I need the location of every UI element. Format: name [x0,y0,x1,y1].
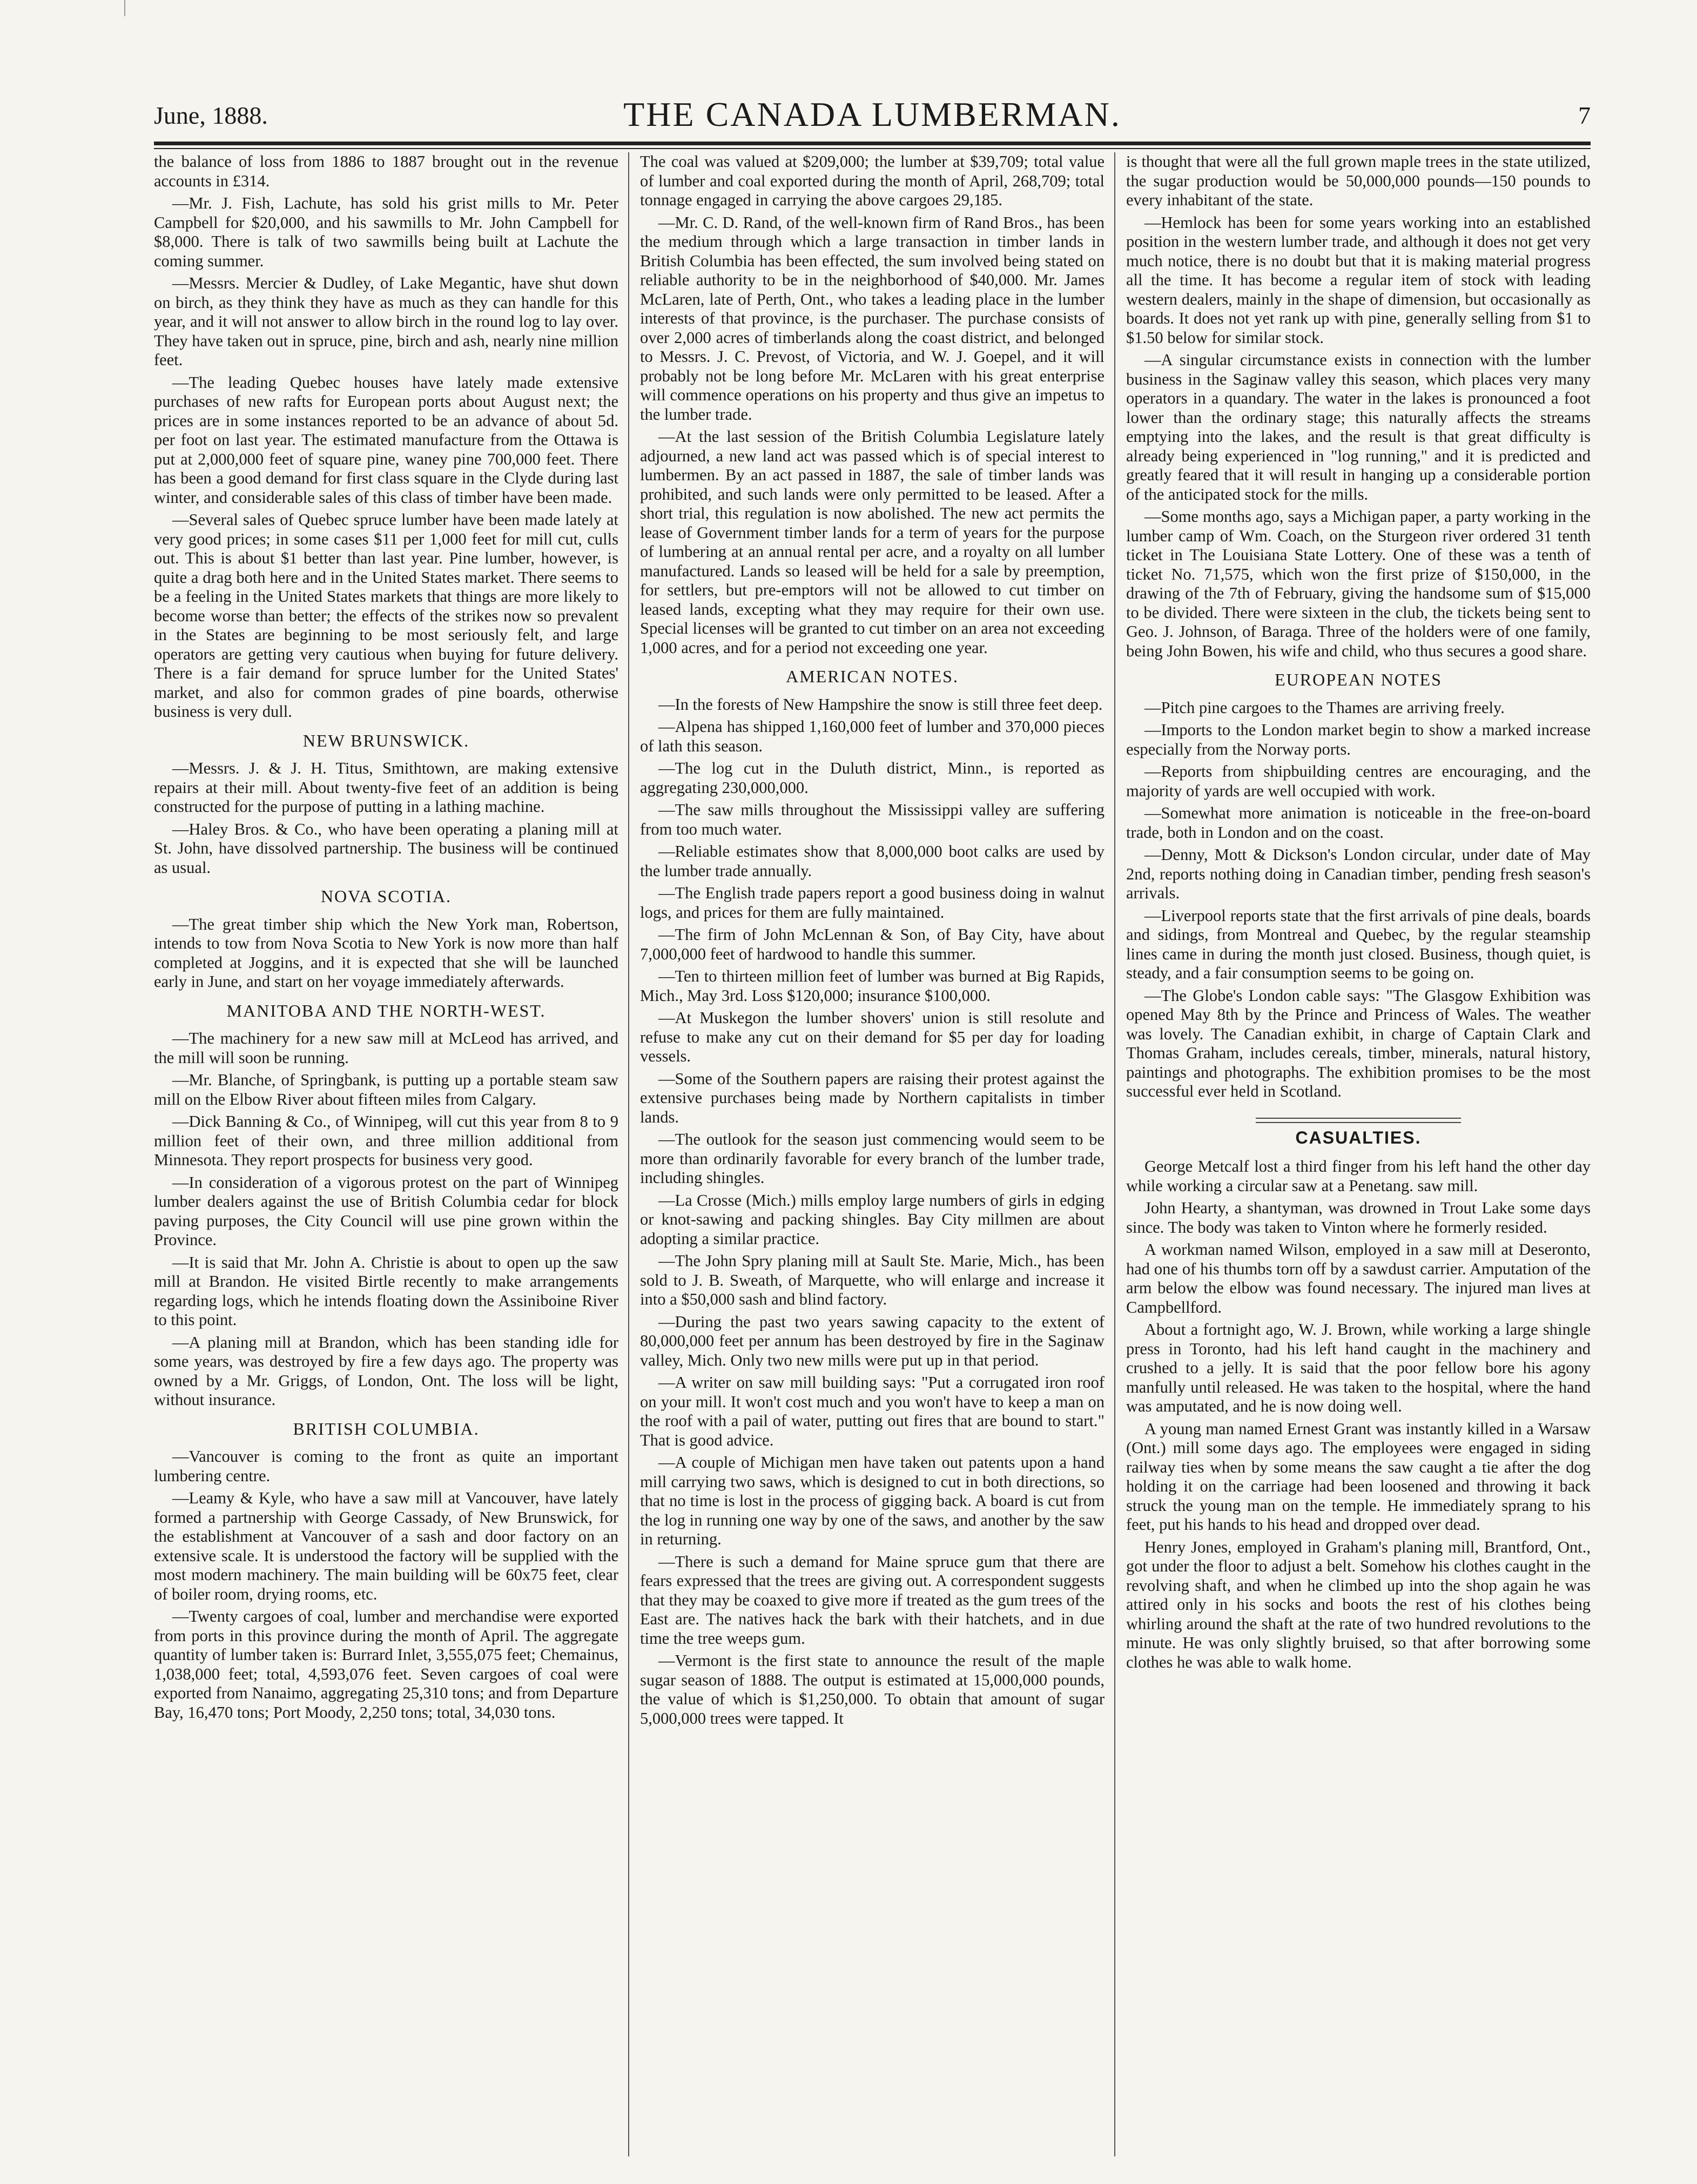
article-paragraph: —Alpena has shipped 1,160,000 feet of lumber and 370,000 pieces of lath this season. [640,717,1105,755]
article-paragraph: —The log cut in the Duluth district, Minn., is reported as aggregating 230,000,000. [640,759,1105,797]
section-heading: EUROPEAN NOTES [1275,670,1442,689]
article-paragraph: Henry Jones, employed in Graham's planing mill, Brantford, Ont., got under the floor to adjust a belt. Somehow his clothes caught in the revolving shaft, and when he climbed up into the shop again he was attired only in his socks and boots the rest of his clothes being whirling around the shaft at the rate of two hundred revolutions to the minute. He was only slightly bruised, so that after borrowing some clothes he was able to walk home. [1126,1537,1591,1671]
masthead-title: THE CANADA LUMBERMAN. [623,95,1121,133]
section-divider [1256,1122,1461,1123]
section-heading: NEW BRUNSWICK. [302,730,470,750]
article-paragraph: —La Crosse (Mich.) mills employ large numbers of girls in edging or knot-sawing and packing shingles. Bay City millmen are about adopting a similar practice. [640,1191,1105,1248]
article-paragraph: John Hearty, a shantyman, was drowned in Trout Lake some days since. The body was taken to Vinton where he formerly resided. [1126,1199,1591,1237]
column-middle [640,152,1105,2162]
section-heading: CASUALTIES. [1295,1127,1422,1147]
article-paragraph: —The saw mills throughout the Mississippi valley are suffering from too much water. [640,801,1105,838]
article-paragraph: the balance of loss from 1886 to 1887 brought out in the revenue accounts in £314. [154,152,618,190]
section-divider [1256,1118,1461,1119]
article-paragraph: —In consideration of a vigorous protest on the part of Winnipeg lumber dealers against the use of British Columbia cedar for block paving purposes, the City Council will use pine grown within the Province. [154,1173,618,1249]
article-paragraph: —Some of the Southern papers are raising their protest against the extensive purchases being made by Northern capitalists in timber lands. [640,1069,1105,1126]
article-paragraph: —The leading Quebec houses have lately made extensive purchases of new rafts for European ports about August next; the prices are in some instances reported to be an advance of about 5d. per foot on last year. The estimated manufacture from the Ottawa is put at 2,000,000 feet of square pine, waney pine 700,000 feet. There has been a good demand for first class square in the Clyde during last winter, and considerable sales of this class of timber have been made. [154,373,618,507]
column-right [1126,152,1591,2162]
article-paragraph: —Some months ago, says a Michigan paper, a party working in the lumber camp of Wm. Coach, on the Sturgeon river ordered 31 tenth ticket in The Louisiana State Lottery. One of these was a tenth of ticket No. 71,575, which won the first prize of $150,000, in the drawing of the 7th of February, giving the handsome sum of $15,000 to be divided. There were sixteen in the club, the tickets being sent to Geo. J. Johnson, of Baraga. Three of the holders were of one family, being John Bowen, his wife and child, who thus secures a good share. [1126,507,1591,660]
article-paragraph: —At the last session of the British Columbia Legislature lately adjourned, a new land act was passed which is of special interest to lumbermen. By an act passed in 1887, the sale of timber lands was prohibited, and such lands were only permitted to be leased. After a short trial, this regulation is now abolished. The new act permits the lease of Government timber lands for a term of years for the purpose of lumbering at an annual rental per acre, and a royalty on all lumber manufactured. Lands so leased will be held for a sale by preemption, for settlers, but pre-emptors will not be allowed to cut timber on leased lands, excepting what they may require for their own use. Special licenses will be granted to cut timber on an area not exceeding 1,000 acres, and for a period not exceeding one year. [640,427,1105,657]
article-paragraph: —Ten to thirteen million feet of lumber was burned at Big Rapids, Mich., May 3rd. Loss $120,000; insurance $100,000. [640,967,1105,1005]
article-paragraph: —Several sales of Quebec spruce lumber have been made lately at very good prices; in some cases $11 per 1,000 feet for mill cut, culls out. This is about $1 better than last year. Pine lumber, however, is quite a drag both here and in the United States market. There seems to be a feeling in the United States markets that things are more likely to become worse than better; the effects of the strikes now so prevalent in the States are beginning to be most seriously felt, and large operators are getting very cautious when buying for future delivery. There is a fair demand for spruce lumber for the United States' market, and also for common grades of pine boards, otherwise business is very dull. [154,510,618,721]
article-paragraph: —The Globe's London cable says: "The Glasgow Exhibition was opened May 8th by the Prince and Princess of Wales. The weather was lovely. The Canadian exhibit, in charge of Captain Clark and Thomas Graham, includes cereals, timber, minerals, natural history, paintings and photographs. The exhibition promises to be the most successful ever held in Scotland. [1126,986,1591,1100]
header-rule-thick [154,142,1591,145]
column-divider [1114,152,1115,2156]
article-paragraph: —The great timber ship which the New York man, Robertson, intends to tow from Nova Scotia to New York is now more than half completed at Joggins, and it is expected that she will be launched early in June, and start on her voyage immediately afterwards. [154,915,618,991]
section-heading: BRITISH COLUMBIA. [293,1419,480,1439]
article-paragraph: —Denny, Mott & Dickson's London circular, under date of May 2nd, reports nothing doing in Canadian timber, pending fresh season's arrivals. [1126,845,1591,902]
article-paragraph: —Mr. Blanche, of Springbank, is putting up a portable steam saw mill on the Elbow River about fifteen miles from Calgary. [154,1071,618,1108]
article-paragraph: —Vancouver is coming to the front as quite an important lumbering centre. [154,1447,618,1485]
article-paragraph: —Messrs. J. & J. H. Titus, Smithtown, are making extensive repairs at their mill. About twenty-five feet of an addition is being constructed for the purpose of putting in a lathing machine. [154,759,618,816]
section-heading: MANITOBA AND THE NORTH-WEST. [226,1000,546,1020]
article-paragraph: —Pitch pine cargoes to the Thames are arriving freely. [1144,698,1505,717]
article-paragraph: —In the forests of New Hampshire the snow is still three feet deep. [658,695,1103,714]
section-heading: NOVA SCOTIA. [320,886,452,906]
article-paragraph: About a fortnight ago, W. J. Brown, while working a large shingle press in Toronto, had his left hand caught in the machinery and crushed to a jelly. It is said that the poor fellow bore his agony manfully until released. He was taken to the hospital, where the hand was amputated, and he is now doing well. [1126,1320,1591,1415]
article-paragraph: —Mr. C. D. Rand, of the well-known firm of Rand Bros., has been the medium through which a large transaction in timber lands in British Columbia has been effected, the sum involved being stated on reliable authority to be in the neighborhood of $40,000. Mr. James McLaren, late of Perth, Ont., who takes a leading place in the lumber interests of that province, is the purchaser. The purchase consists of over 2,000 acres of timberlands along the coast district, and belonged to Messrs. J. C. Prevost, of Victoria, and W. J. Goepel, and it will probably not be long before Mr. McLaren with his great enterprise will commence operations on his property and thus give an impetus to the lumber trade. [640,213,1105,424]
article-paragraph: —Mr. J. Fish, Lachute, has sold his grist mills to Mr. Peter Campbell for $20,000, and his sawmills to Mr. John Campbell for $8,000. There is talk of two sawmills being built at Lachute the coming summer. [154,194,618,270]
article-paragraph: —Hemlock has been for some years working into an established position in the western lumber trade, and although it does not get very much notice, there is no doubt but that it is making material progress all the time. It has become a regular item of stock with leading western dealers, mainly in the shape of dimension, but occasionally as boards. It does not yet rank up with pine, generally selling from $1 to $1.50 below for similar stock. [1126,213,1591,347]
article-paragraph: —Messrs. Mercier & Dudley, of Lake Megantic, have shut down on birch, as they think they have as much as they can handle for this year, and it will not answer to allow birch in the round log to lay over. They have taken out in spruce, pine, birch and ash, nearly nine million feet. [154,274,618,369]
article-paragraph: —At Muskegon the lumber shovers' union is still resolute and refuse to make any cut on their demand for $5 per day for loading vessels. [640,1009,1105,1065]
column-left [154,152,618,2162]
article-paragraph: —Liverpool reports state that the first arrivals of pine deals, boards and sidings, from Montreal and Quebec, by the regular steamship lines came in during the month just closed. Business, though quiet, is steady, and a fair consumption seems to be going on. [1126,906,1591,982]
section-heading: AMERICAN NOTES. [786,667,959,686]
article-paragraph: is thought that were all the full grown maple trees in the state utilized, the sugar production would be 50,000,000 pounds—150 pounds to every inhabitant of the state. [1126,152,1591,209]
article-paragraph: —During the past two years sawing capacity to the extent of 80,000,000 feet per annum has been destroyed by fire in the Saginaw valley, Mich. Only two new mills were put up in that period. [640,1312,1105,1369]
article-paragraph: A workman named Wilson, employed in a saw mill at Deseronto, had one of his thumbs torn off by a sawdust carrier. Amputation of the arm below the elbow was found necessary. The injured man lives at Campbellford. [1126,1240,1591,1316]
article-paragraph: —The firm of John McLennan & Son, of Bay City, have about 7,000,000 feet of hardwood to handle this summer. [640,925,1105,963]
article-paragraph: —The outlook for the season just commencing would seem to be more than ordinarily favorable for every branch of the lumber trade, including shingles. [640,1130,1105,1187]
article-paragraph: —A couple of Michigan men have taken out patents upon a hand mill carrying two saws, which is designed to cut in both directions, so that no time is lost in the process of gigging back. A board is cut from the log in running one way by one of the saws, and another by the saw in returning. [640,1453,1105,1548]
article-paragraph: A young man named Ernest Grant was instantly killed in a Warsaw (Ont.) mill some days ago. The employees were engaged in siding railway ties when by some means the saw caught a tie after the dog holding it on the carriage had been loosened and throwing it back struck the young man on the temple. He immediately sprang to his feet, put his hands to his head and dropped over dead. [1126,1419,1591,1534]
page-header [154,95,1591,138]
article-paragraph: —Leamy & Kyle, who have a saw mill at Vancouver, have lately formed a partnership with George Cassady, of New Brunswick, for the establishment at Vancouver of a sash and door factory on an extensive scale. It is understood the factory will be supplied with the most modern machinery. The main building will be 60x75 feet, clear of boiler room, drying rooms, etc. [154,1489,618,1603]
article-paragraph: —The machinery for a new saw mill at McLeod has arrived, and the mill will soon be running. [154,1029,618,1067]
article-paragraph: —The John Spry planing mill at Sault Ste. Marie, Mich., has been sold to J. B. Sweath, of Marquette, who will enlarge and increase it into a $50,000 sash and blind factory. [640,1252,1105,1308]
article-paragraph: —Imports to the London market begin to show a marked increase especially from the Norway ports. [1126,721,1591,758]
column-divider [628,152,629,2156]
article-paragraph: —Dick Banning & Co., of Winnipeg, will cut this year from 8 to 9 million feet of their own, and three million additional from Minnesota. They report prospects for business very good. [154,1112,618,1169]
article-paragraph: —The English trade papers report a good business doing in walnut logs, and prices for them are fully maintained. [640,884,1105,922]
article-paragraph: —A singular circumstance exists in connection with the lumber business in the Saginaw valley this season, which places very many operators in a quandary. The water in the lakes is pronounced a foot lower than the ordinary stage; this naturally affects the streams emptying into the lakes, and the result is that great difficulty is already being experienced in "log running," and it is predicted and greatly feared that it will result in hanging up a considerable portion of the anticipated stock for the mills. [1126,351,1591,503]
article-paragraph: —Twenty cargoes of coal, lumber and merchandise were exported from ports in this province during the month of April. The aggregate quantity of lumber taken is: Burrard Inlet, 3,555,075 feet; Chemainus, 1,038,000 feet; total, 4,593,076 feet. Seven cargoes of coal were exported from Nanaimo, aggregating 25,310 tons; and from Departure Bay, 16,470 tons; Port Moody, 2,250 tons; total, 34,030 tons. [154,1607,618,1722]
article-paragraph: The coal was valued at $209,000; the lumber at $39,709; total value of lumber and coal exported during the month of April, 268,709; total tonnage engaged in carrying the above cargoes 29,185. [640,152,1105,209]
article-paragraph: George Metcalf lost a third finger from his left hand the other day while working a circular saw at a Penetang. saw mill. [1126,1157,1591,1195]
article-paragraph: —There is such a demand for Maine spruce gum that there are fears expressed that the trees are giving out. A correspondent suggests that they may be coaxed to give more if treated as the gum trees of the East are. The natives hack the bark with their hatchets, and in due time the tree weeps gum. [640,1552,1105,1648]
margin-mark [124,0,125,16]
article-paragraph: —It is said that Mr. John A. Christie is about to open up the saw mill at Brandon. He visited Birtle recently to make arrangements regarding logs, which he intends floating down the Assiniboine River to this point. [154,1253,618,1329]
issue-date: June, 1888. [154,102,268,129]
article-paragraph: —Reports from shipbuilding centres are encouraging, and the majority of yards are well occupied with work. [1126,762,1591,800]
article-paragraph: —Reliable estimates show that 8,000,000 boot calks are used by the lumber trade annually. [640,842,1105,880]
header-rule-thin [154,148,1591,149]
article-paragraph: —A writer on saw mill building says: "Put a corrugated iron roof on your mill. It won't cost much and you won't have to keep a man on the roof with a pail of water, putting out fires that are bound to start." That is good advice. [640,1373,1105,1449]
article-paragraph: —Haley Bros. & Co., who have been operating a planing mill at St. John, have dissolved partnership. The business will be continued as usual. [154,819,618,877]
article-paragraph: —Vermont is the first state to announce the result of the maple sugar season of 1888. The output is estimated at 15,000,000 pounds, the value of which is $1,250,000. To obtain that amount of sugar 5,000,000 trees were tapped. It [640,1651,1105,1728]
article-paragraph: —Somewhat more animation is noticeable in the free-on-board trade, both in London and on the coast. [1126,804,1591,842]
page-number: 7 [1578,102,1591,129]
article-paragraph: —A planing mill at Brandon, which has been standing idle for some years, was destroyed by fire a few days ago. The property was owned by a Mr. Griggs, of London, Ont. The loss will be light, without insurance. [154,1333,618,1409]
